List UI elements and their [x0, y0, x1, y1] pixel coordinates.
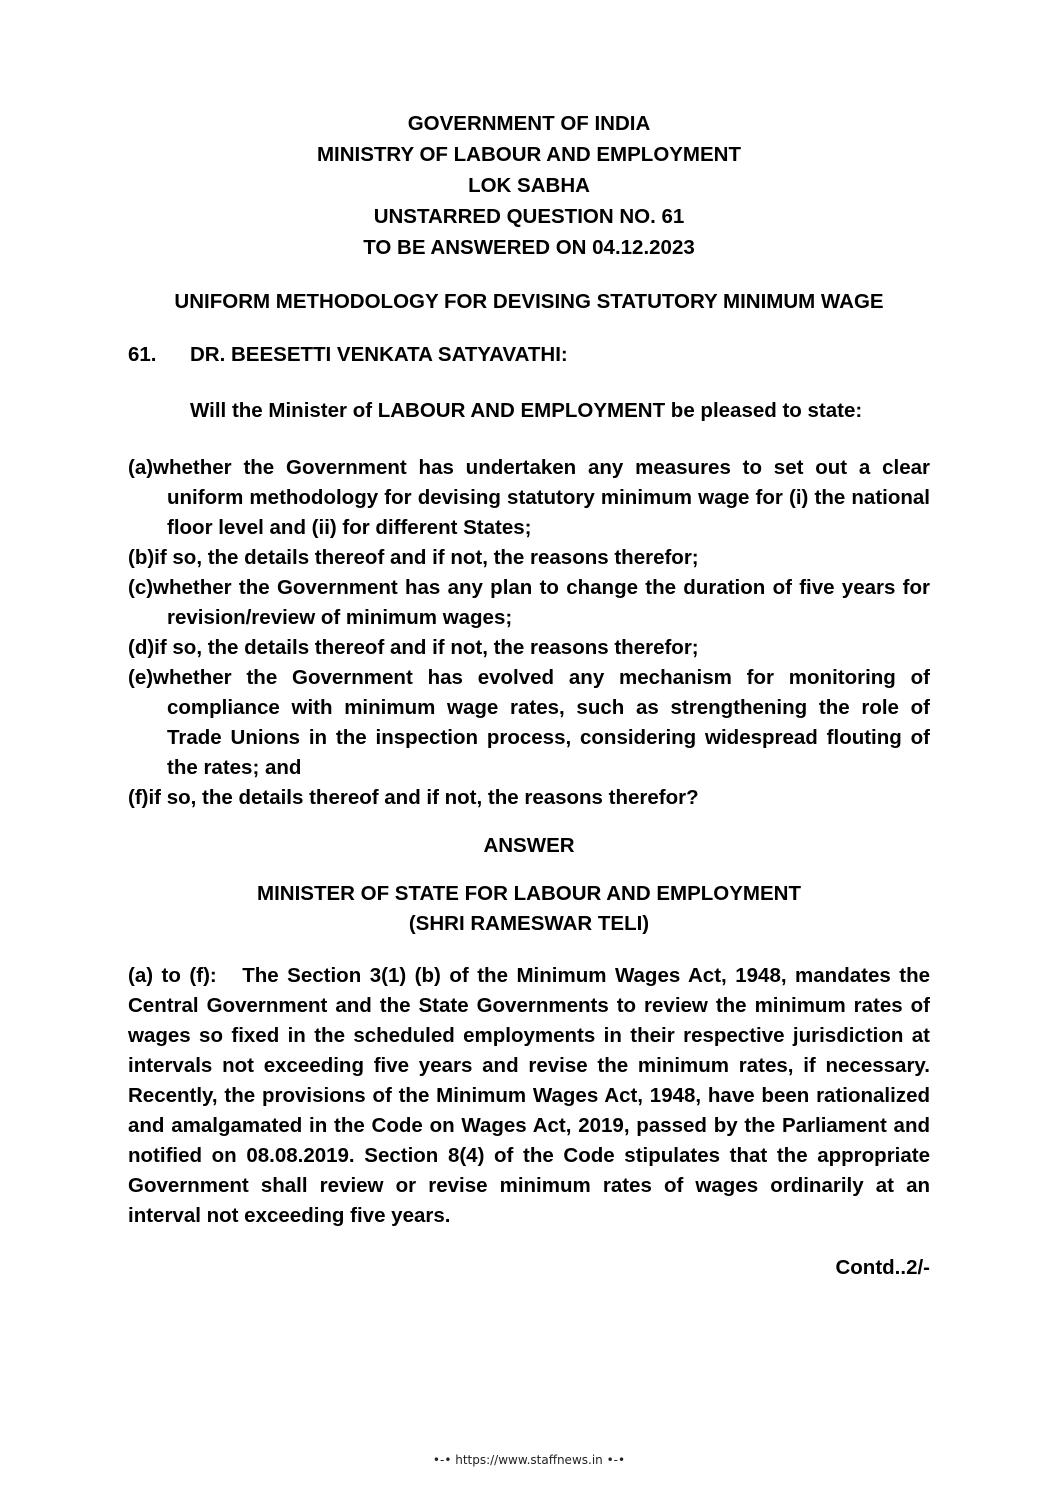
question-part-e: (e)whether the Government has evolved any mechanism for monitoring of compliance with minimum wage rates, such as strengthening the role of Trade Unions in the inspection process, considering widespread flouting of the rates; and [128, 666, 930, 779]
member-name: DR. BEESETTI VENKATA SATYAVATHI: [190, 343, 568, 366]
question-part-c: (c)whether the Government has any plan to change the duration of five years for revision/review of minimum wages; [128, 576, 930, 629]
question-part-f: (f)if so, the details thereof and if not, the reasons therefor? [128, 786, 699, 809]
minister-title: MINISTER OF STATE FOR LABOUR AND EMPLOYMENT [257, 882, 801, 905]
question-member-line [128, 339, 930, 370]
answer-minister [128, 879, 930, 939]
header-question-number: UNSTARRED QUESTION NO. 61 [373, 205, 685, 228]
question-part-a: (a)whether the Government has undertaken any measures to set out a clear uniform methodology for devising statutory minimum wage for (i) the national floor level and (ii) for different States; [128, 456, 930, 539]
header-answer-date: TO BE ANSWERED ON 04.12.2023 [363, 236, 695, 259]
answer-body: (a) to (f): The Section 3(1) (b) of the Minimum Wages Act, 1948, mandates the Central Government and the State Governments to review the minimum rates of wages so fixed in the scheduled employments in their respective jurisdiction at intervals not exceeding five years and revise the minimum rates, if necessary. Recently, the provisions of the Minimum Wages Act, 1948, have been rationalized and amalgamated in the Code on Wages Act, 2019, passed by the Parliament and notified on 08.08.2019. Section 8(4) of the Code stipulates that the appropriate Government shall review or revise minimum rates of wages ordinarily at an interval not exceeding five years. [128, 964, 936, 1227]
footer-url: •-• https://www.staffnews.in •-• [432, 1453, 626, 1467]
question-part-b: (b)if so, the details thereof and if not, the reasons therefor; [128, 546, 699, 569]
header-government: GOVERNMENT OF INDIA [407, 112, 651, 135]
answer-heading: ANSWER [483, 834, 575, 857]
header-ministry: MINISTRY OF LABOUR AND EMPLOYMENT [316, 143, 742, 166]
document-page [128, 108, 936, 1283]
question-parts [128, 453, 930, 813]
question-intro: Will the Minister of LABOUR AND EMPLOYMENT be pleased to state: [190, 399, 863, 422]
question-part-d: (d)if so, the details thereof and if not, the reasons therefor; [128, 636, 699, 659]
minister-name: (SHRI RAMESWAR TELI) [408, 912, 650, 935]
document-header [128, 108, 930, 263]
header-house: LOK SABHA [468, 174, 590, 197]
continued-marker: Contd..2/- [835, 1256, 930, 1279]
question-number: 61. [128, 343, 157, 366]
question-subject: UNIFORM METHODOLOGY FOR DEVISING STATUTORY MINIMUM WAGE [174, 290, 884, 313]
